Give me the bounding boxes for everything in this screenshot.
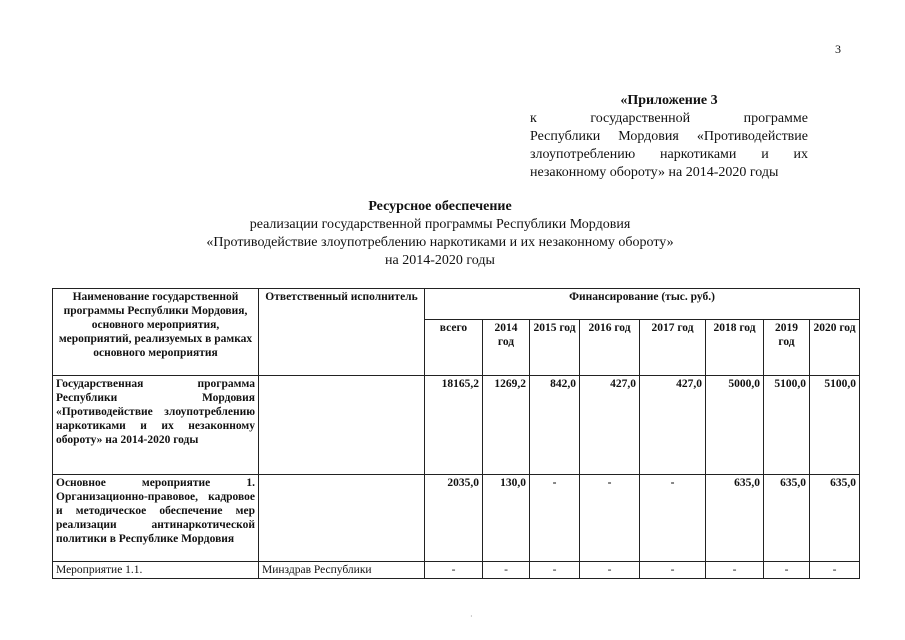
row-value: -	[640, 562, 706, 579]
row-value: -	[764, 562, 810, 579]
row-value: -	[706, 562, 764, 579]
row-value: 18165,2	[425, 376, 483, 475]
header-year: 2020 год	[810, 319, 860, 375]
table-row	[53, 376, 860, 475]
heading-line: реализации государственной программы Республики Мордовия	[249, 217, 631, 232]
appendix-line: Республики Мордовия «Противодействие	[530, 129, 808, 144]
heading-title: Ресурсное обеспечение	[368, 199, 512, 214]
row-executor	[259, 475, 425, 562]
header-year: 2014 год	[483, 319, 530, 375]
row-value: -	[425, 562, 483, 579]
page-number: 3	[835, 42, 841, 56]
header-year: 2019 год	[764, 319, 810, 375]
row-value: 130,0	[483, 475, 530, 562]
row-name: Мероприятие 1.1.	[53, 562, 259, 579]
appendix-line: незаконному обороту» на 2014-2020 годы	[530, 165, 779, 180]
row-value: 635,0	[764, 475, 810, 562]
row-value: 5000,0	[706, 376, 764, 475]
row-value: 2035,0	[425, 475, 483, 562]
row-value: -	[640, 475, 706, 562]
row-executor	[259, 376, 425, 475]
row-value: -	[483, 562, 530, 579]
row-name: Государственная программа Республики Мордовия «Противодействие злоупотреблению наркотиками и их незаконному обороту» на 2014-2020 годы	[53, 376, 259, 475]
header-year: 2018 год	[706, 319, 764, 375]
row-value: 1269,2	[483, 376, 530, 475]
row-executor: Минздрав Республики	[259, 562, 425, 579]
header-year: 2017 год	[640, 319, 706, 375]
row-value: -	[530, 475, 580, 562]
header-year: 2015 год	[530, 319, 580, 375]
row-value: 635,0	[706, 475, 764, 562]
row-value: 427,0	[640, 376, 706, 475]
heading-line: на 2014-2020 годы	[385, 253, 495, 268]
appendix-line: злоупотреблению наркотиками и их	[530, 147, 808, 162]
row-value: 427,0	[580, 376, 640, 475]
row-value: -	[580, 562, 640, 579]
heading-line: «Противодействие злоупотреблению наркотиками и их незаконному обороту»	[206, 235, 674, 250]
scan-mark: ·	[470, 612, 473, 621]
appendix-block	[530, 92, 808, 182]
header-year: всего	[425, 319, 483, 375]
row-value: 5100,0	[764, 376, 810, 475]
header-financing: Финансирование (тыс. руб.)	[425, 289, 860, 320]
row-value: -	[580, 475, 640, 562]
row-value: -	[810, 562, 860, 579]
header-name: Наименование государственной программы Республики Мордовия, основного мероприятия, мероприятий, реализуемых в рамках основного мероприятия	[53, 289, 259, 376]
appendix-line: к государственной программе	[530, 111, 808, 126]
appendix-title: «Приложение 3	[620, 93, 718, 108]
header-year: 2016 год	[580, 319, 640, 375]
header-executor: Ответственный исполнитель	[259, 289, 425, 376]
document-heading	[140, 198, 740, 270]
table-row	[53, 562, 860, 579]
row-value: -	[530, 562, 580, 579]
table-row	[53, 475, 860, 562]
row-name: Основное мероприятие 1. Организационно-правовое, кадровое и методическое обеспечение мер реализации антинаркотической политики в Республике Мордовия	[53, 475, 259, 562]
resource-table	[52, 288, 860, 579]
row-value: 635,0	[810, 475, 860, 562]
row-value: 5100,0	[810, 376, 860, 475]
row-value: 842,0	[530, 376, 580, 475]
